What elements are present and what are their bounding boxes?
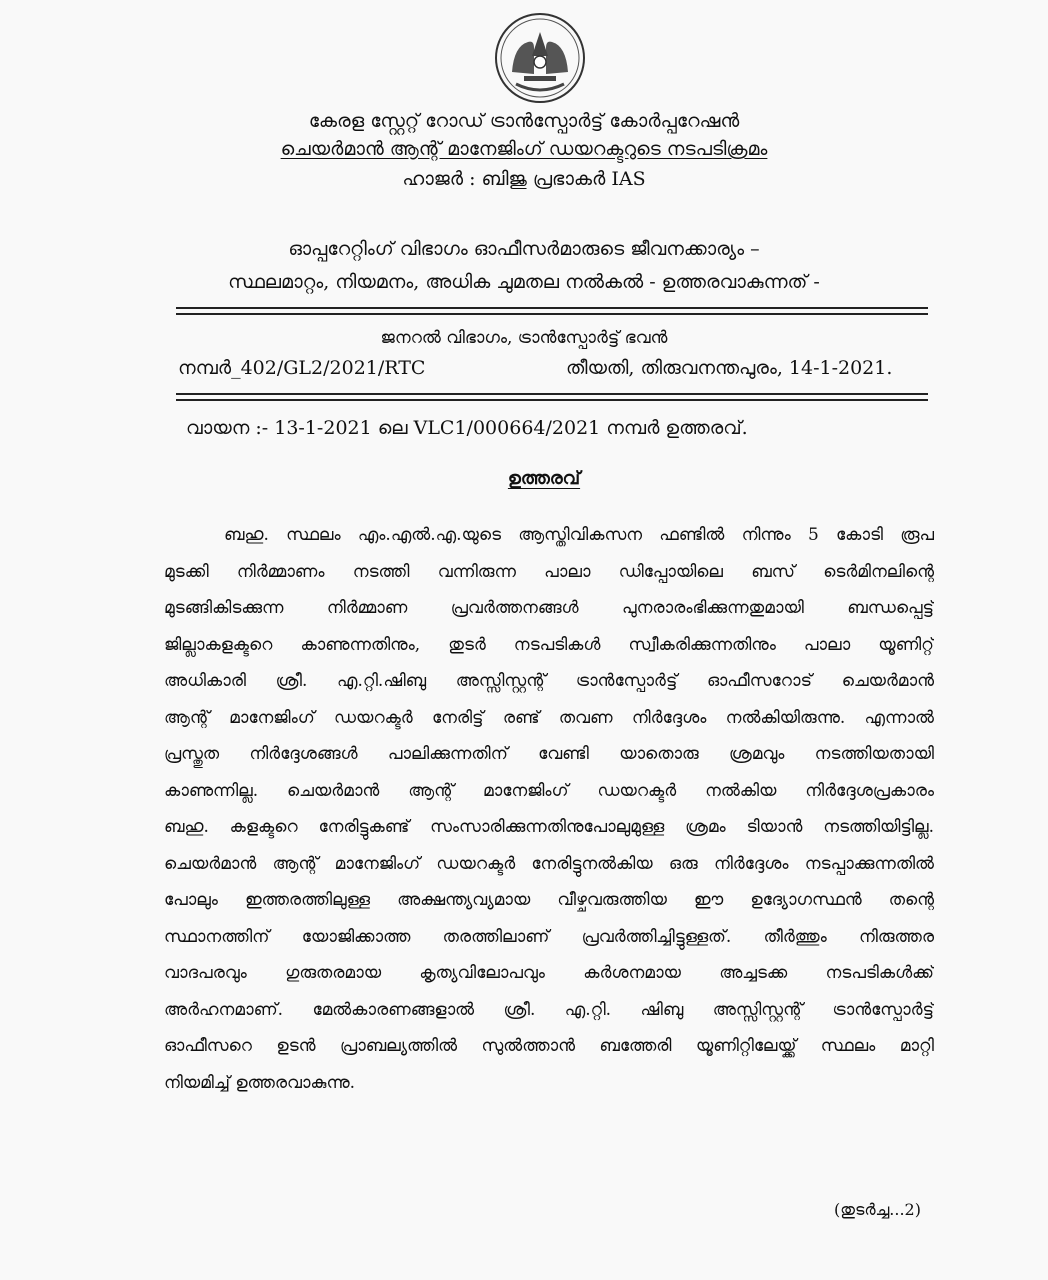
body-line: കാണുന്നില്ല. ചെയർമാൻ ആന്റ് മാനേജിംഗ് ഡയറക്ടർ നൽകിയ നിർദ്ദേശപ്രകാരം xyxy=(164,780,934,801)
body-line: അധികാരി ശ്രീ. എ.റ്റി.ഷിബു അസ്സിസ്റ്റന്റ് ട്രാൻസ്പോർട്ട് ഓഫീസറോട് ചെയർമാൻ xyxy=(164,671,934,691)
divider-bottom-second xyxy=(176,399,928,401)
kerala-emblem-icon xyxy=(494,12,586,104)
body-line: ഓഫീസറെ ഉടൻ പ്രാബല്യത്തിൽ സുൽത്താൻ ബത്തേരി യൂണിറ്റിലേയ്ക്ക് സ്ഥലം മാറ്റി xyxy=(164,1036,934,1056)
order-title xyxy=(0,468,1048,489)
body-line: നിയമിച്ച് ഉത്തരവാകുന്നു. xyxy=(164,1072,356,1093)
body-line: ബഹു. സ്ഥലം എം.എൽ.എ.യുടെ ആസ്തിവികസന ഫണ്ടിൽ നിന്നും 5 കോടി രൂപ xyxy=(224,525,934,545)
body-line: ജില്ലാകളക്ടറെ കാണുന്നതിനും, തുടർ നടപടികൾ സ്വീകരിക്കുന്നതിനും പാലാ യൂണിറ്റ് xyxy=(164,634,934,655)
order-title-text: ഉത്തരവ് xyxy=(507,468,581,489)
body-line: ആന്റ് മാനേജിംഗ് ഡയറക്ടർ നേരിട്ട് രണ്ട് തവണ നിർദ്ദേശം നൽകിയിരുന്നു. എന്നാൽ xyxy=(164,707,934,728)
org-name: കേരള സ്റ്റേറ്റ് റോഡ് ട്രാൻസ്പോർട്ട് കോർപ്പറേഷൻ xyxy=(308,110,740,132)
body-line: മുടങ്ങികിടക്കുന്ന നിർമ്മാണ പ്രവർത്തനങ്ങൾ പുനരാരംഭിക്കുന്നതുമായി ബന്ധപ്പെട്ട് xyxy=(164,598,934,618)
date-place: തീയതി, തിരുവനന്തപുരം, 14-1-2021. xyxy=(566,357,893,379)
department: ജനറൽ വിഭാഗം, ട്രാൻസ്പോർട്ട് ഭവൻ xyxy=(380,328,668,348)
body-line: സ്ഥാനത്തിന് യോജിക്കാത്ത തരത്തിലാണ് പ്രവർത്തിച്ചിട്ടുള്ളത്. തീർത്തും നിരുത്തര xyxy=(164,926,934,947)
continuation-note: (തുടർച്ച...2) xyxy=(834,1200,921,1219)
divider-bottom xyxy=(176,393,928,395)
divider-top-second xyxy=(176,313,928,315)
body-line: ചെയർമാൻ ആന്റ് മാനേജിംഗ് ഡയറക്ടർ നേരിട്ടുനൽകിയ ഒരു നിർദ്ദേശം നടപ്പാക്കുന്നതിൽ xyxy=(164,853,934,874)
body-line: അർഹനമാണ്. മേൽകാരണങ്ങളാൽ ശ്രീ. എ.റ്റി. ഷിബു അസ്സിസ്റ്റന്റ് ട്രാൻസ്പോർട്ട് xyxy=(164,999,934,1020)
body-line: പോലും ഇത്തരത്തിലുള്ള അക്ഷന്ത്യവ്യമായ വീഴ്ചവരുത്തിയ ഈ ഉദ്യോഗസ്ഥൻ തന്റെ xyxy=(164,890,934,910)
body-line: വാദപരവും ഗുരുതരമായ കൃത്യവിലോപവും കർശനമായ അച്ചടക്ക നടപടികൾക്ക് xyxy=(164,963,934,983)
divider-top xyxy=(176,307,928,309)
proceedings-title xyxy=(0,138,1048,160)
body-line: മുടക്കി നിർമ്മാണം നടത്തി വന്നിരുന്ന പാലാ ഡിപ്പോയിലെ ബസ് ടെർമിനലിന്റെ xyxy=(164,561,934,582)
body-line: പ്രസ്തുത നിർദ്ദേശങ്ങൾ പാലിക്കുന്നതിന് വേണ്ടി യാതൊരു ശ്രമവും നടത്തിയതായി xyxy=(164,744,934,764)
read-reference: വായന :- 13-1-2021 ലെ VLC1/000664/2021 നമ്പർ ഉത്തരവ്. xyxy=(186,417,748,439)
order-number: നമ്പർ_402/GL2/2021/RTC xyxy=(178,357,426,379)
present-officer: ഹാജർ : ബിജു പ്രഭാകർ IAS xyxy=(402,168,646,190)
subject-line-2: സ്ഥലമാറ്റം, നിയമനം, അധിക ചുമതല നൽകൽ - ഉത്തരവാകുന്നത് - xyxy=(228,271,820,293)
subject-line-1: ഓപ്പറേറ്റിംഗ് വിഭാഗം ഓഫീസർമാരുടെ ജീവനക്കാര്യം – xyxy=(288,238,760,260)
body-line: ബഹു. കളക്ടറെ നേരിട്ടുകണ്ട് സംസാരിക്കുന്നതിനുപോലുമുള്ള ശ്രമം ടിയാൻ നടത്തിയിട്ടില്ല. xyxy=(164,817,934,837)
proceedings-title-text: ചെയർമാൻ ആന്റ് മാനേജിംഗ് ഡയറക്ടറുടെ നടപടിക്രമം xyxy=(280,138,768,160)
order-body xyxy=(164,517,934,1101)
